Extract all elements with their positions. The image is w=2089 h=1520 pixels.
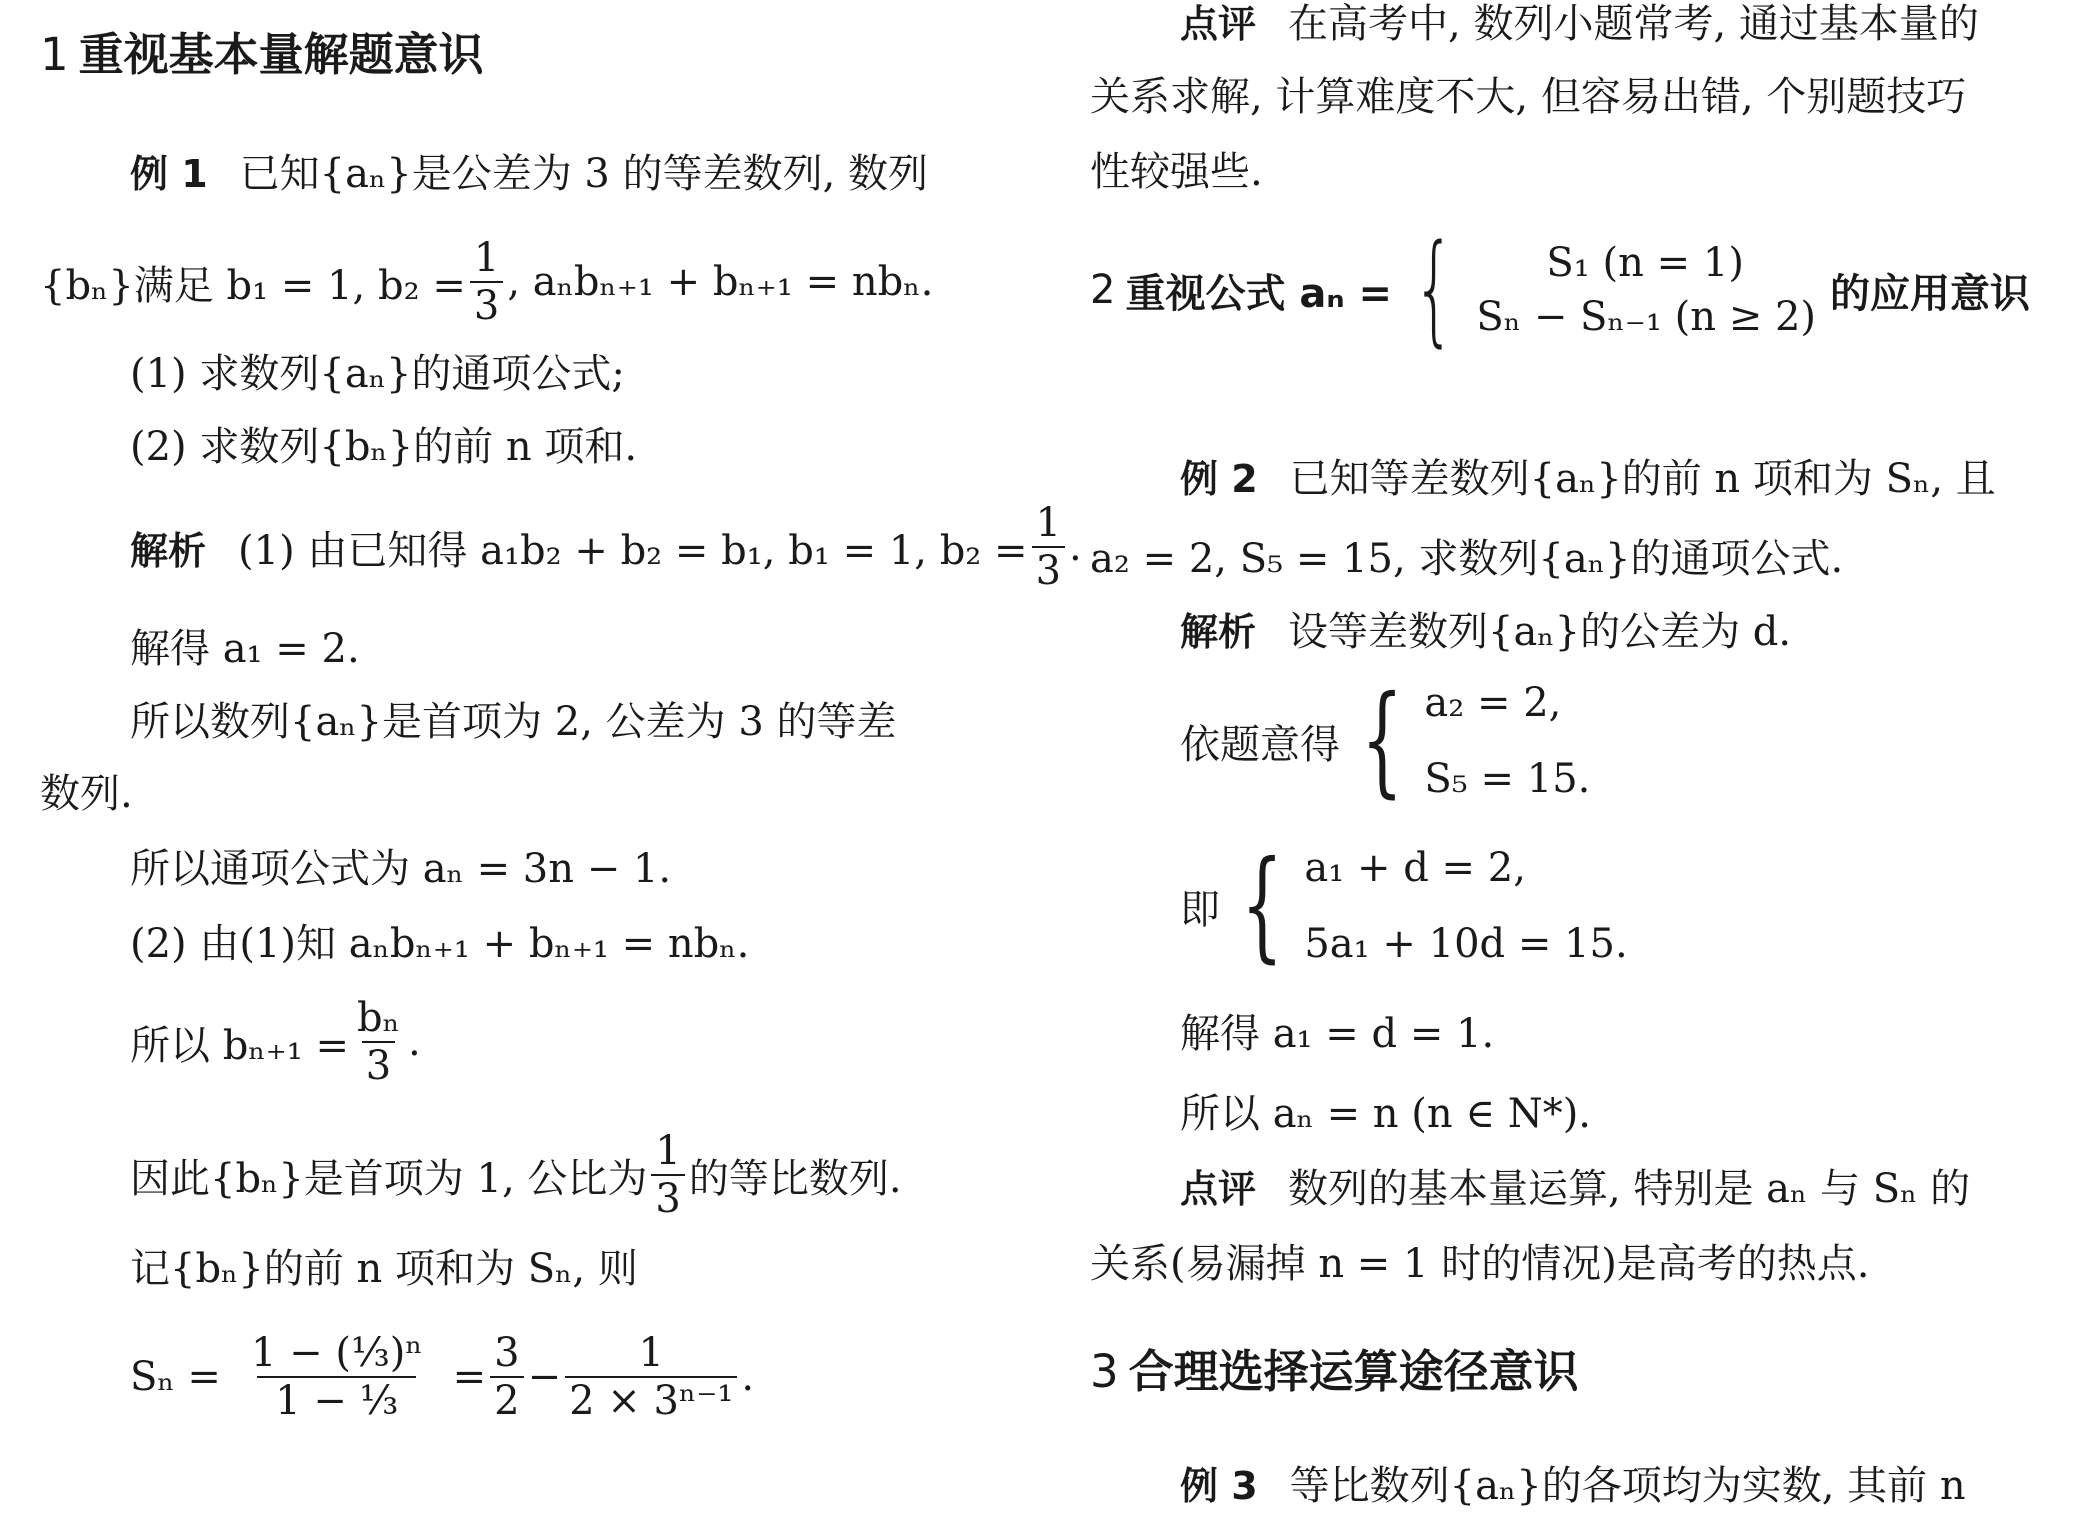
example-text: 已知等差数列{aₙ}的前 n 项和为 Sₙ, 且 [1289, 456, 1996, 502]
fraction-numerator: bₙ [357, 995, 400, 1041]
section-title-pre: 重视公式 aₙ = [1125, 270, 1393, 317]
comment-label: 点评 [1180, 2, 1257, 46]
solution-2-line-4: 解得 a₁ = d = 1. [1180, 1011, 1495, 1057]
solution-line-3b: 数列. [40, 771, 133, 817]
solution-text: 所以 bₙ₊₁ = [130, 1022, 350, 1069]
section-1-heading [40, 28, 484, 82]
fraction-one-third [651, 1128, 684, 1222]
comment-2-line-1 [1180, 1165, 1970, 1213]
equation-2: 5a₁ + 10d = 15. [1304, 921, 1628, 967]
example-3-line-1 [1180, 1462, 1966, 1510]
solution-line-4: 所以通项公式为 aₙ = 3n − 1. [130, 846, 672, 892]
system-equations [1424, 680, 1590, 802]
fraction-sum [233, 1330, 441, 1424]
case-2: Sₙ − Sₙ₋₁ (n ≥ 2) [1476, 294, 1816, 340]
example-text: 等比数列{aₙ}的各项均为实数, 其前 n [1289, 1463, 1966, 1509]
equation-2: S₅ = 15. [1424, 756, 1591, 802]
section-2-heading [1090, 220, 2030, 359]
comment-label: 点评 [1180, 1167, 1257, 1211]
comment-1-line-1 [1180, 0, 1979, 48]
left-brace: { [1361, 671, 1404, 810]
section-number: 1 [40, 28, 69, 81]
fraction-denominator: 3 [651, 1174, 684, 1222]
fraction-numerator: 1 − (⅓)ⁿ [250, 1330, 423, 1376]
fraction-numerator: 1 [1035, 500, 1062, 546]
fraction-denominator: 2 × 3ⁿ⁻¹ [565, 1376, 737, 1424]
section-number: 3 [1090, 1345, 1119, 1398]
solution-2-line-1 [1180, 608, 1791, 656]
fraction-denominator: 2 [490, 1376, 523, 1424]
question-1: (1) 求数列{aₙ}的通项公式; [130, 351, 625, 397]
piecewise-cases [1476, 240, 1816, 340]
example-label: 例 1 [130, 152, 208, 196]
sum-lhs: Sₙ = [130, 1354, 221, 1400]
equation-1: a₁ + d = 2, [1304, 845, 1526, 891]
left-brace: { [1413, 220, 1456, 359]
minus-sign: − [527, 1354, 562, 1400]
section-title: 重视基本量解题意识 [78, 28, 484, 81]
fraction-numerator: 3 [494, 1330, 520, 1376]
solution-label: 解析 [130, 528, 207, 573]
fraction-denominator: 3 [362, 1041, 395, 1089]
solution-line-5: (2) 由(1)知 aₙbₙ₊₁ + bₙ₊₁ = nbₙ. [130, 921, 750, 967]
example-2-line-2: a₂ = 2, S₅ = 15, 求数列{aₙ}的通项公式. [1090, 536, 1844, 582]
given-text: {bₙ}满足 b₁ = 1, b₂ = [40, 262, 466, 309]
example-label: 例 3 [1180, 1464, 1258, 1508]
fraction-three-halves [490, 1330, 523, 1424]
fraction-denominator: 3 [1032, 546, 1065, 594]
solution-text: 依题意得 [1180, 721, 1340, 768]
example-2-line-1 [1180, 455, 1996, 503]
fraction-denominator: 3 [470, 281, 503, 329]
example-label: 例 2 [1180, 457, 1258, 501]
fraction-denominator: 1 − ⅓ [257, 1376, 416, 1424]
solution-text: 因此{bₙ}是首项为 1, 公比为 [130, 1155, 648, 1202]
solution-line-7 [130, 1128, 902, 1222]
solution-line-2: 解得 a₁ = 2. [130, 626, 360, 672]
equation-1: a₂ = 2, [1424, 680, 1562, 726]
example-1-given [40, 235, 933, 329]
example-text: 已知{aₙ}是公差为 3 的等差数列, 数列 [239, 151, 929, 197]
fraction-last-term [565, 1330, 737, 1424]
system-2 [1180, 836, 1628, 975]
fraction-numerator: 1 [638, 1330, 664, 1376]
solution-2-line-5: 所以 aₙ = n (n ∈ N*). [1180, 1091, 1592, 1137]
solution-text: 即 [1180, 886, 1220, 933]
given-recurrence: , aₙbₙ₊₁ + bₙ₊₁ = nbₙ. [507, 259, 934, 305]
comment-text: 在高考中, 数列小题常考, 通过基本量的 [1288, 1, 1979, 47]
system-1 [1180, 671, 1591, 810]
solution-label: 解析 [1180, 610, 1257, 654]
question-2: (2) 求数列{bₙ}的前 n 项和. [130, 424, 638, 470]
solution-line-6: 所以 bₙ₊₁ = $\frac{\text{bₙ}}{3}$ . [130, 995, 421, 1089]
comment-1-line-2: 关系求解, 计算难度不大, 但容易出错, 个别题技巧 [1090, 74, 1967, 120]
fraction-numerator: 1 [473, 235, 500, 281]
left-brace: { [1241, 836, 1284, 975]
comment-2-line-2: 关系(易漏掉 n = 1 时的情况)是高考的热点. [1090, 1241, 1870, 1287]
system-equations [1304, 845, 1627, 967]
fraction-one-third [1032, 500, 1065, 594]
section-title-post: 的应用意识 [1830, 270, 2030, 317]
fraction-one-third [470, 235, 503, 329]
solution-line-1: 解析 (1) 由已知得 a₁b₂ + b₂ = b₁, b₁ = 1, b₂ = $\frac{1}{3}$ . [130, 500, 1082, 594]
comment-text: 数列的基本量运算, 特别是 aₙ 与 Sₙ 的 [1288, 1166, 1971, 1212]
solution-line-3: 所以数列{aₙ}是首项为 2, 公差为 3 的等差 [130, 699, 897, 745]
sum-formula: Sₙ = $\frac{\text{1 − (⅓)ⁿ}}{\text{1 − ⅓}}$ = $\frac{3}{2}$ − $\frac{1}{\text{2 × 3ⁿ⁻¹}}$ . [130, 1330, 755, 1424]
comment-1-line-3: 性较强些. [1090, 149, 1263, 195]
solution-line-8: 记{bₙ}的前 n 项和为 Sₙ, 则 [130, 1246, 638, 1292]
solution-text: (1) 由已知得 a₁b₂ + b₂ = b₁, b₁ = 1, b₂ = [238, 527, 1028, 574]
section-number: 2 [1090, 267, 1116, 313]
solution-text: 的等比数列. [688, 1155, 902, 1202]
case-1: S₁ (n = 1) [1546, 240, 1744, 286]
fraction-bn-over-3 [353, 995, 404, 1089]
example-1-statement [130, 150, 928, 198]
fraction-numerator: 1 [655, 1128, 681, 1174]
equals-sign: = [452, 1354, 487, 1400]
section-title: 合理选择运算途径意识 [1128, 1345, 1579, 1398]
section-3-heading [1090, 1345, 1579, 1399]
solution-text: 设等差数列{aₙ}的公差为 d. [1288, 609, 1792, 655]
